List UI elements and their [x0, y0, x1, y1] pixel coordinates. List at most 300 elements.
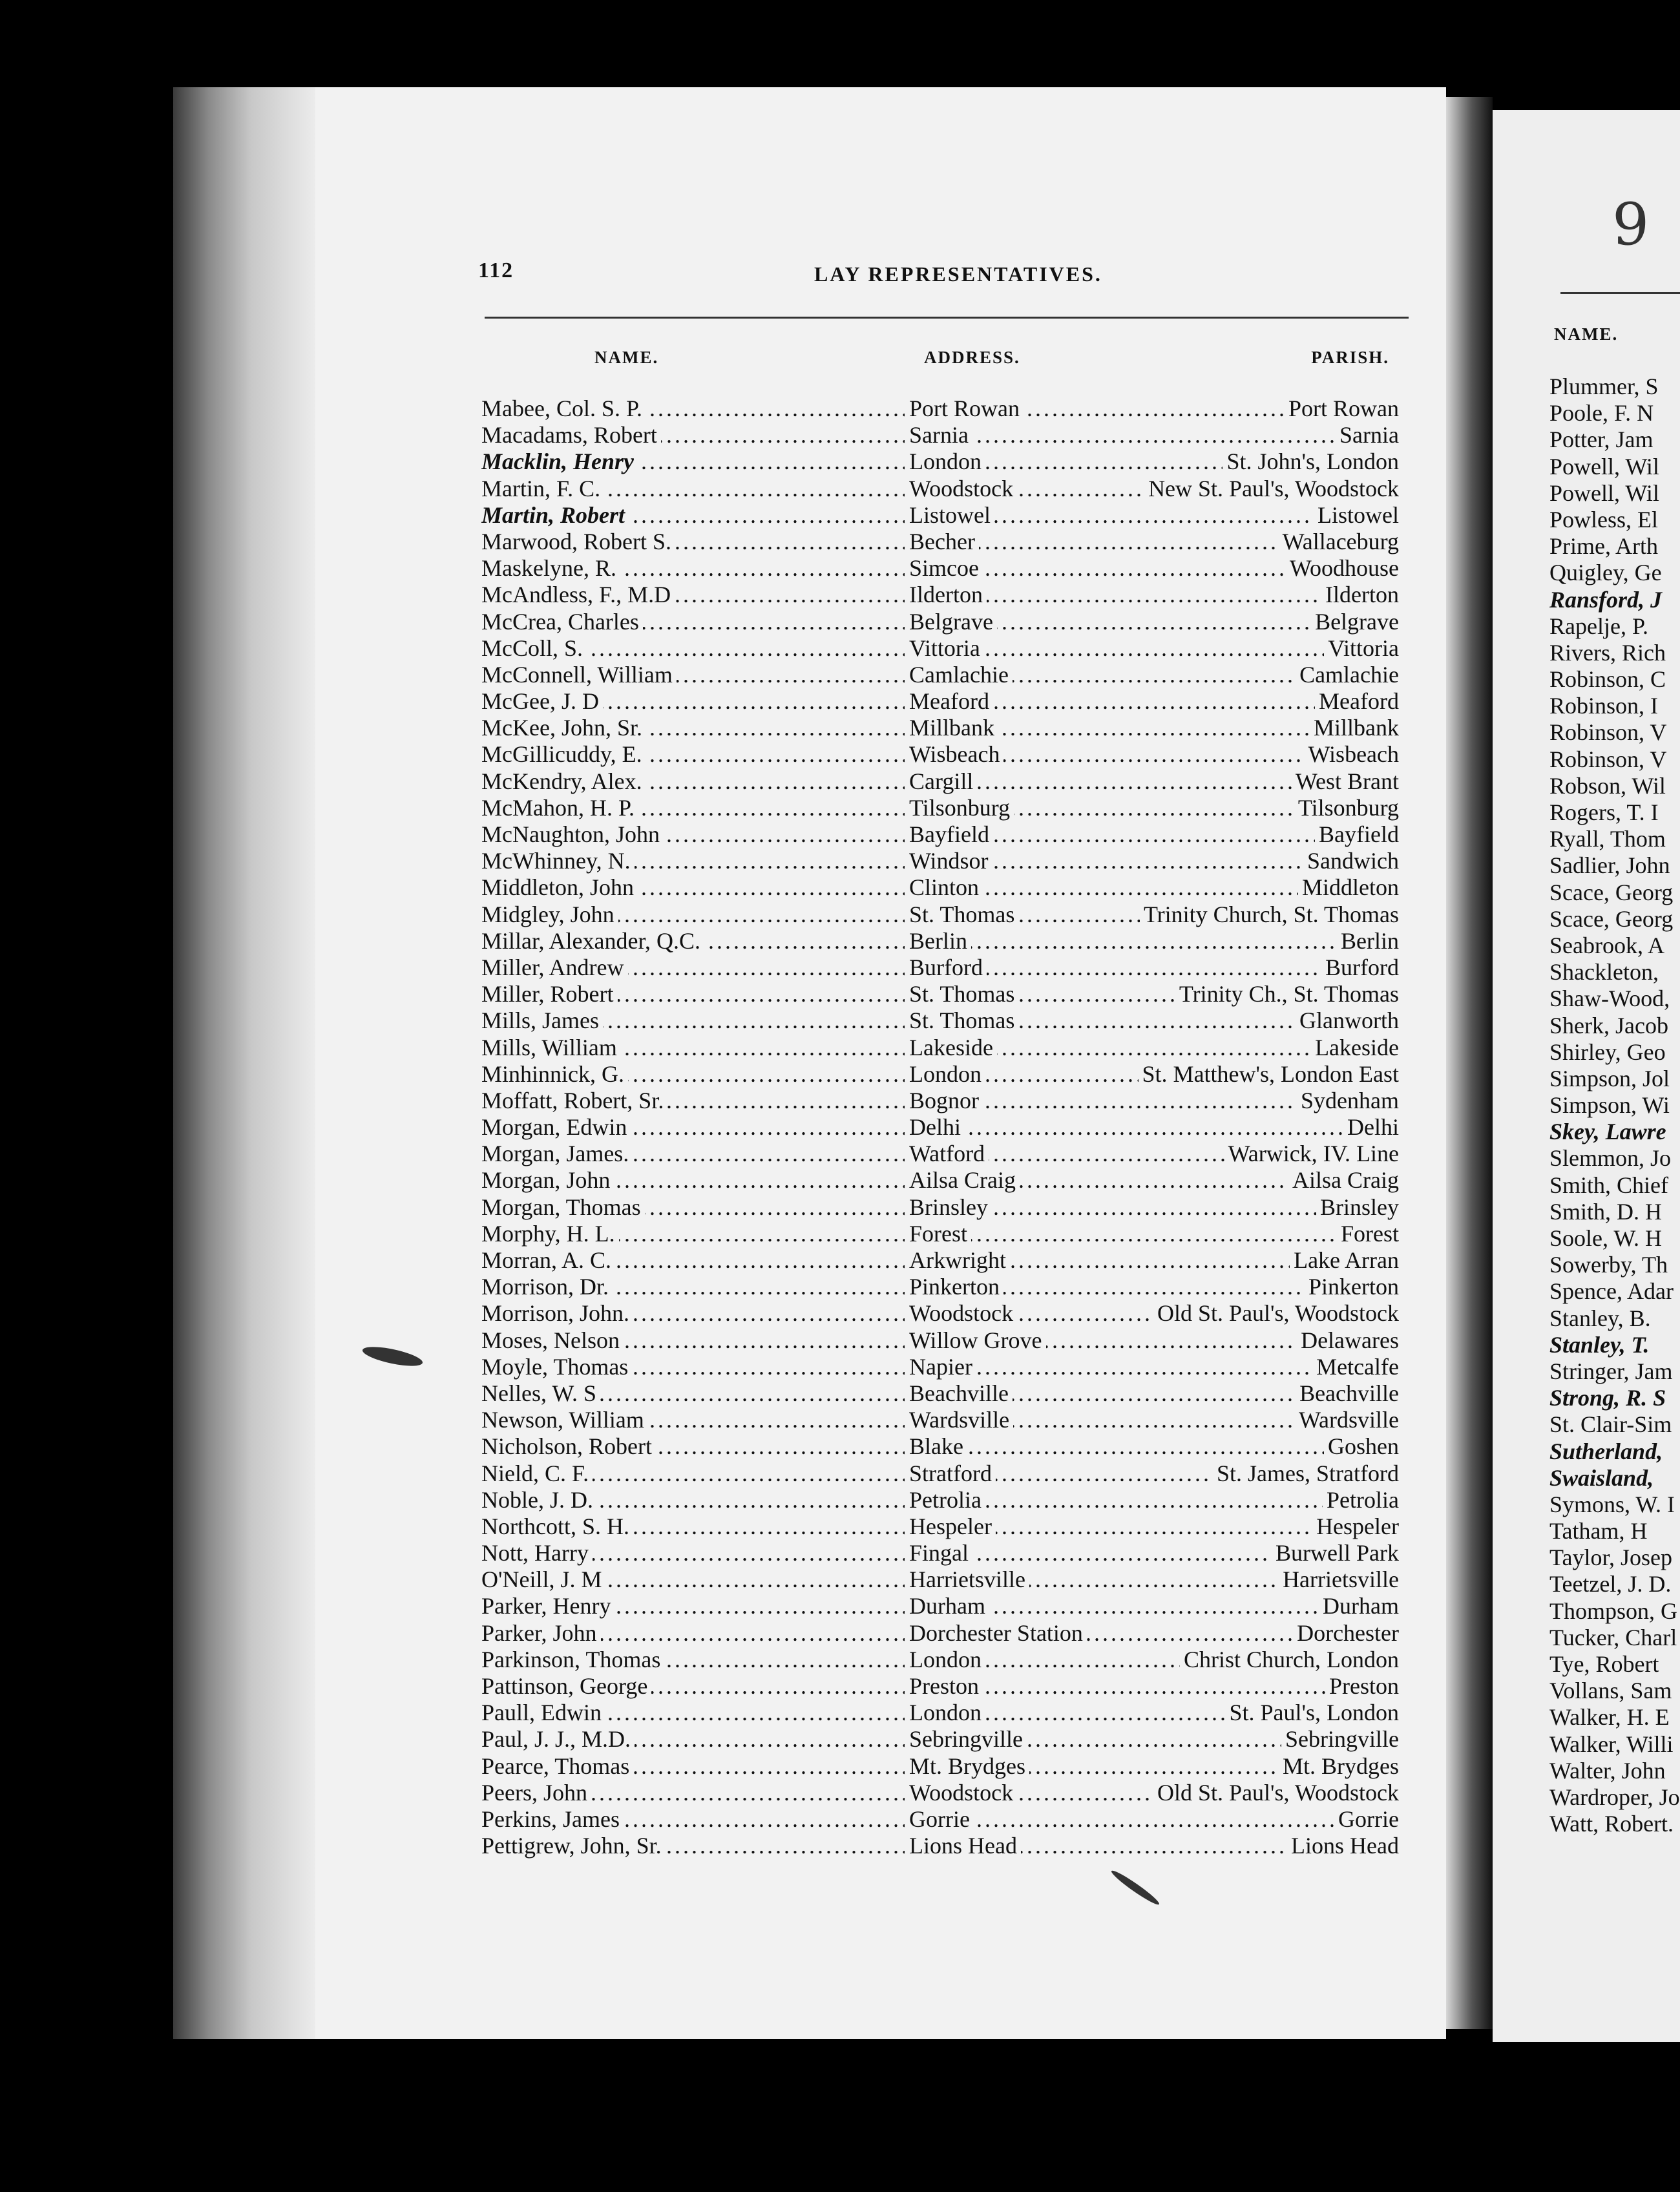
- entry-name: [481, 1221, 905, 1247]
- entry-address-text: Vittoria: [909, 635, 984, 661]
- right-list-item: Potter, Jam: [1549, 427, 1654, 453]
- entry-address-text: Willow Grove: [909, 1327, 1046, 1353]
- page-title: LAY REPRESENTATIVES.: [814, 262, 1102, 286]
- entry-address-text: Millbank: [909, 715, 998, 741]
- entry-name: [481, 1247, 905, 1274]
- entry-parish: Burford: [1321, 954, 1399, 981]
- entry-parish: Port Rowan: [1285, 395, 1399, 422]
- entry-parish: St. Matthew's, London East: [1139, 1061, 1399, 1088]
- list-item: [481, 502, 1399, 529]
- entry-name-text: McKee, John, Sr.: [481, 715, 646, 741]
- entry-address-text: Cargill: [909, 768, 977, 794]
- entry-address-text: Sarnia: [909, 422, 972, 448]
- entry-address-text: Port Rowan: [909, 395, 1024, 421]
- entry-name-text: Morphy, H. L.: [481, 1221, 619, 1247]
- right-list-item: Soole, W. H: [1549, 1225, 1663, 1251]
- list-item: [481, 662, 1399, 688]
- right-list-item: Slemmon, Jo: [1549, 1145, 1672, 1172]
- right-list-item: Tye, Robert: [1549, 1651, 1659, 1677]
- right-list-item: Poole, F. N: [1549, 400, 1654, 427]
- entry-address-text: Petrolia: [909, 1487, 985, 1513]
- list-item: [481, 1513, 1399, 1540]
- entry-address-text: Listowel: [909, 502, 994, 528]
- entry-name-text: Maskelyne, R.: [481, 555, 620, 581]
- entry-parish: Sydenham: [1297, 1088, 1399, 1114]
- entry-parish: Durham: [1319, 1593, 1399, 1619]
- right-list-item: Simpson, Jol: [1549, 1065, 1670, 1091]
- entry-parish: Forest: [1337, 1221, 1399, 1247]
- entry-name-text: Nelles, W. S: [481, 1380, 600, 1406]
- entry-address-text: Hespeler: [909, 1513, 996, 1539]
- entry-address-text: Pinkerton: [909, 1274, 1003, 1300]
- right-list-item: Robson, Wil: [1549, 772, 1666, 799]
- entry-name-text: Peers, John: [481, 1780, 591, 1806]
- entry-name: [481, 928, 905, 954]
- entry-name: [481, 422, 905, 448]
- list-item: [481, 1566, 1399, 1593]
- entry-address-text: Berlin: [909, 928, 971, 954]
- list-item: [481, 1487, 1399, 1513]
- list-item: [481, 1247, 1399, 1274]
- name-column-header: NAME.: [594, 348, 659, 367]
- entry-name-text: Paul, J. J., M.D.: [481, 1726, 635, 1752]
- entry-parish: Camlachie: [1296, 662, 1399, 688]
- entry-parish: Glanworth: [1296, 1007, 1399, 1034]
- right-list-item: Watt, Robert.: [1549, 1811, 1674, 1837]
- entry-name-text: Morrison, Dr.: [481, 1274, 613, 1300]
- entry-address-text: Bayfield: [909, 821, 993, 847]
- entry-parish: Christ Church, London: [1180, 1647, 1399, 1673]
- entry-address-text: St. Thomas: [909, 981, 1018, 1007]
- entry-name-text: Paull, Edwin: [481, 1700, 605, 1725]
- list-item: [481, 928, 1399, 954]
- right-list-item: Powell, Wil: [1549, 453, 1659, 480]
- list-item: [481, 1194, 1399, 1221]
- entry-name: [481, 1167, 905, 1194]
- entry-name-text: Parker, Henry: [481, 1593, 614, 1619]
- entry-address: [909, 1806, 1399, 1833]
- entry-name: [481, 874, 905, 901]
- entry-parish: St. Paul's, London: [1225, 1700, 1399, 1726]
- entry-name-text: Macklin, Henry: [481, 448, 638, 474]
- list-item: [481, 529, 1399, 555]
- list-item: [481, 1833, 1399, 1859]
- list-item: [481, 1540, 1399, 1566]
- list-item: [481, 1673, 1399, 1700]
- right-list-item: Robinson, V: [1549, 719, 1667, 746]
- entry-name-text: Millar, Alexander, Q.C.: [481, 928, 704, 954]
- entry-parish: Ailsa Craig: [1288, 1167, 1399, 1194]
- entry-parish: Petrolia: [1323, 1487, 1399, 1513]
- list-item: [481, 1433, 1399, 1460]
- entry-name: [481, 1114, 905, 1141]
- entry-address-text: Delhi: [909, 1114, 965, 1140]
- representatives-list: [481, 395, 1399, 1859]
- entry-name-text: Mills, William: [481, 1035, 621, 1060]
- entry-address-text: Burford: [909, 954, 987, 980]
- entry-name: [481, 1433, 905, 1460]
- entry-parish: St. James, Stratford: [1213, 1460, 1399, 1487]
- entry-parish: Gorrie: [1334, 1806, 1399, 1833]
- entry-name: [481, 1007, 905, 1034]
- list-item: [481, 1354, 1399, 1380]
- entry-name: [481, 1460, 905, 1487]
- entry-parish: Warwick, IV. Line: [1224, 1141, 1399, 1167]
- entry-parish: Trinity Ch., St. Thomas: [1175, 981, 1399, 1007]
- right-list-item: Skey, Lawre: [1549, 1119, 1666, 1145]
- entry-name: [481, 1407, 905, 1433]
- entry-name: [481, 1061, 905, 1088]
- list-item: [481, 1061, 1399, 1088]
- entry-name: [481, 476, 905, 502]
- entry-name-text: McWhinney, N.: [481, 848, 635, 874]
- entry-parish: Trinity Church, St. Thomas: [1140, 901, 1399, 928]
- entry-name: [481, 901, 905, 928]
- entry-parish: Old St. Paul's, Woodstock: [1153, 1780, 1399, 1806]
- list-item: [481, 768, 1399, 795]
- entry-name: [481, 741, 905, 768]
- entry-name: [481, 1300, 905, 1327]
- entry-parish: Goshen: [1324, 1433, 1399, 1460]
- entry-name: [481, 1194, 905, 1221]
- list-item: [481, 1380, 1399, 1407]
- entry-name-text: Morrison, John.: [481, 1300, 633, 1326]
- entry-name: [481, 688, 905, 715]
- right-list-item: Symons, W. I: [1549, 1491, 1675, 1517]
- book-gutter: [1446, 97, 1493, 2029]
- entry-parish: Ilderton: [1321, 582, 1399, 608]
- list-item: [481, 1088, 1399, 1114]
- entry-name: [481, 954, 905, 981]
- right-list-item: Vollans, Sam: [1549, 1678, 1672, 1704]
- right-list-item: Spence, Adar: [1549, 1278, 1674, 1305]
- right-list-item: Robinson, I: [1549, 693, 1659, 719]
- entry-address-text: Wisbeach: [909, 741, 1003, 767]
- list-item: [481, 635, 1399, 662]
- right-list-item: Wardroper, Jo: [1549, 1784, 1680, 1810]
- list-item: [481, 954, 1399, 981]
- entry-name-text: Morgan, Edwin: [481, 1114, 631, 1140]
- entry-name: [481, 1327, 905, 1354]
- entry-name: [481, 1566, 905, 1593]
- right-list-item: Shirley, Geo: [1549, 1038, 1666, 1065]
- list-item: [481, 555, 1399, 582]
- right-list-item: Sherk, Jacob: [1549, 1012, 1668, 1038]
- entry-name: [481, 1354, 905, 1380]
- entry-name: [481, 1513, 905, 1540]
- entry-address-text: Ilderton: [909, 582, 987, 607]
- entry-name-text: Moyle, Thomas: [481, 1354, 632, 1380]
- entry-address-text: Stratford: [909, 1460, 996, 1486]
- entry-address-text: Camlachie: [909, 662, 1013, 688]
- entry-address-text: Becher: [909, 529, 979, 554]
- entry-name-text: Morgan, Thomas: [481, 1194, 645, 1220]
- entry-parish: St. John's, London: [1223, 448, 1399, 475]
- list-item: [481, 422, 1399, 448]
- entry-address-text: London: [909, 1647, 985, 1672]
- list-item: [481, 1647, 1399, 1673]
- entry-name-text: McGee, J. D: [481, 688, 603, 714]
- right-list-item: Shackleton,: [1549, 959, 1659, 985]
- entry-name: [481, 448, 905, 475]
- entry-parish: Lake Arran: [1290, 1247, 1399, 1274]
- entry-name-text: O'Neill, J. M: [481, 1566, 606, 1592]
- list-item: [481, 1700, 1399, 1726]
- list-item: [481, 1007, 1399, 1034]
- entry-address-text: Bognor: [909, 1088, 983, 1113]
- entry-name-text: McConnell, William: [481, 662, 677, 688]
- entry-name-text: Martin, F. C.: [481, 476, 604, 501]
- right-list-item: Robinson, V: [1549, 746, 1667, 772]
- entry-name: [481, 1620, 905, 1647]
- entry-name: [481, 1753, 905, 1780]
- entry-parish: Berlin: [1337, 928, 1399, 954]
- entry-name-text: McMahon, H. P.: [481, 795, 638, 821]
- list-item: [481, 476, 1399, 502]
- entry-address: [909, 1221, 1399, 1247]
- entry-name-text: Pearce, Thomas: [481, 1753, 633, 1779]
- entry-name-text: Noble, J. D.: [481, 1487, 597, 1513]
- entry-name-text: McAndless, F., M.D: [481, 582, 675, 607]
- entry-parish: New St. Paul's, Woodstock: [1144, 476, 1399, 502]
- right-list-item: Scace, Georg: [1549, 905, 1674, 932]
- right-list-item: Powless, El: [1549, 506, 1659, 532]
- entry-address-text: Dorchester Station: [909, 1620, 1087, 1646]
- entry-address: [909, 928, 1399, 954]
- entry-name: [481, 1700, 905, 1726]
- list-item: [481, 688, 1399, 715]
- right-list-item: Prime, Arth: [1549, 533, 1658, 560]
- entry-name-text: Newson, William: [481, 1407, 648, 1433]
- entry-name-text: Moffatt, Robert, Sr.: [481, 1088, 667, 1113]
- list-item: [481, 582, 1399, 608]
- entry-address-text: Napier: [909, 1354, 976, 1380]
- list-item: [481, 1274, 1399, 1300]
- entry-parish: Preston: [1325, 1673, 1399, 1700]
- entry-name: [481, 715, 905, 741]
- column-headers: [478, 348, 1415, 374]
- right-list-item: Strong, R. S: [1549, 1385, 1666, 1411]
- list-item: [481, 1327, 1399, 1354]
- entry-address-text: Arkwright: [909, 1247, 1010, 1273]
- page-edge-shadow: [173, 87, 315, 2039]
- entry-address: [909, 422, 1399, 448]
- entry-parish: Listowel: [1314, 502, 1399, 529]
- entry-address-text: Durham: [909, 1593, 989, 1619]
- list-item: [481, 848, 1399, 874]
- entry-address-text: Lakeside: [909, 1035, 997, 1060]
- entry-name: [481, 1780, 905, 1806]
- entry-parish: Wardsville: [1295, 1407, 1399, 1433]
- entry-parish: Lakeside: [1311, 1035, 1399, 1061]
- entry-name: [481, 662, 905, 688]
- right-list-item: Teetzel, J. D.: [1549, 1571, 1672, 1597]
- right-list-item: Stanley, B.: [1549, 1305, 1651, 1331]
- right-list-item: Swaisland,: [1549, 1464, 1654, 1491]
- entry-name: [481, 1380, 905, 1407]
- right-list-item: Shaw-Wood,: [1549, 985, 1670, 1012]
- entry-address-text: St. Thomas: [909, 1007, 1018, 1033]
- entry-name: [481, 529, 905, 555]
- right-list-item: Sutherland,: [1549, 1438, 1663, 1464]
- entry-name: [481, 555, 905, 582]
- list-item: [481, 1141, 1399, 1167]
- right-list-item: Scace, Georg: [1549, 879, 1674, 905]
- right-list-item: Taylor, Josep: [1549, 1544, 1673, 1571]
- right-list-item: Ransford, J: [1549, 586, 1663, 613]
- address-column-header: ADDRESS.: [924, 348, 1020, 367]
- entry-address-text: Blake: [909, 1433, 967, 1459]
- entry-name-text: Nield, C. F.: [481, 1460, 593, 1486]
- entry-name-text: Macadams, Robert: [481, 422, 661, 448]
- entry-name: [481, 1035, 905, 1061]
- entry-address-text: Preston: [909, 1673, 983, 1699]
- right-list-item: Sadlier, John: [1549, 852, 1670, 879]
- entry-parish: Wallaceburg: [1279, 529, 1399, 555]
- right-list-item: Smith, Chief: [1549, 1172, 1669, 1198]
- entry-name: [481, 1593, 905, 1619]
- list-item: [481, 1221, 1399, 1247]
- list-item: [481, 821, 1399, 848]
- entry-address-text: Woodstock: [909, 1300, 1017, 1326]
- entry-name-text: Mabee, Col. S. P.: [481, 395, 646, 421]
- entry-name-text: Pettigrew, John, Sr.: [481, 1833, 666, 1859]
- entry-address-text: Simcoe: [909, 555, 983, 581]
- list-item: [481, 1593, 1399, 1619]
- right-list-item: Plummer, S: [1549, 374, 1659, 399]
- entry-name: [481, 1487, 905, 1513]
- entry-name-text: Midgley, John: [481, 901, 618, 927]
- entry-name-text: Morgan, John: [481, 1167, 614, 1193]
- entry-name: [481, 768, 905, 795]
- entry-parish: Harrietsville: [1279, 1566, 1399, 1593]
- entry-name: [481, 1141, 905, 1167]
- entry-name-text: Middleton, John: [481, 874, 638, 900]
- entry-name-text: Marwood, Robert S.: [481, 529, 675, 554]
- entry-name-text: McGillicuddy, E.: [481, 741, 646, 767]
- entry-address-text: London: [909, 1700, 985, 1725]
- entry-name: [481, 848, 905, 874]
- list-item: [481, 741, 1399, 768]
- entry-parish: Pinkerton: [1305, 1274, 1399, 1300]
- entry-address-text: London: [909, 448, 985, 474]
- entry-parish: Belgrave: [1311, 609, 1399, 635]
- entry-address-text: Sebringville: [909, 1726, 1027, 1752]
- parish-column-header: PARISH.: [1311, 348, 1389, 367]
- entry-parish: Millbank: [1310, 715, 1399, 741]
- entry-parish: Lions Head: [1287, 1833, 1399, 1859]
- entry-name: [481, 609, 905, 635]
- entry-address-text: Woodstock: [909, 476, 1017, 501]
- entry-address-text: Forest: [909, 1221, 971, 1247]
- entry-address-text: Windsor: [909, 848, 992, 874]
- right-page-list: [1549, 374, 1680, 1837]
- list-item: [481, 901, 1399, 928]
- right-page-rule: [1560, 292, 1680, 294]
- page-number: 112: [478, 258, 514, 282]
- entry-parish: Woodhouse: [1286, 555, 1399, 582]
- entry-name: [481, 795, 905, 821]
- running-head: [478, 258, 1415, 297]
- entry-name-text: Pattinson, George: [481, 1673, 651, 1699]
- entry-address-text: Gorrie: [909, 1806, 974, 1832]
- entry-name-text: Moses, Nelson: [481, 1327, 624, 1353]
- list-item: [481, 395, 1399, 422]
- entry-name-text: McKendry, Alex.: [481, 768, 646, 794]
- entry-parish: Sarnia: [1336, 422, 1399, 448]
- entry-name-text: Martin, Robert: [481, 502, 629, 528]
- right-list-item: Quigley, Ge: [1549, 560, 1662, 586]
- entry-parish: Vittoria: [1324, 635, 1399, 662]
- right-list-item: Walker, H. E: [1549, 1704, 1670, 1731]
- entry-name-text: Minhinnick, G.: [481, 1061, 628, 1087]
- entry-name-text: Perkins, James: [481, 1806, 624, 1832]
- list-item: [481, 715, 1399, 741]
- list-item: [481, 795, 1399, 821]
- right-list-item: Ryall, Thom: [1549, 826, 1666, 852]
- entry-address-text: Woodstock: [909, 1780, 1017, 1806]
- entry-name: [481, 821, 905, 848]
- entry-parish: Mt. Brydges: [1279, 1753, 1399, 1780]
- entry-parish: Delhi: [1343, 1114, 1399, 1141]
- entry-name-text: Northcott, S. H.: [481, 1513, 633, 1539]
- entry-address-text: Beachville: [909, 1380, 1013, 1406]
- entry-address-text: Harrietsville: [909, 1566, 1029, 1592]
- entry-address-text: Fingal: [909, 1540, 972, 1566]
- entry-name: [481, 1726, 905, 1753]
- right-list-item: Tatham, H: [1549, 1518, 1648, 1544]
- entry-name: [481, 635, 905, 662]
- list-item: [481, 1753, 1399, 1780]
- entry-name: [481, 1806, 905, 1833]
- right-list-item: Smith, D. H: [1549, 1198, 1663, 1225]
- list-item: [481, 448, 1399, 475]
- entry-parish: Middleton: [1298, 874, 1399, 901]
- entry-address-text: St. Thomas: [909, 901, 1018, 927]
- list-item: [481, 1806, 1399, 1833]
- entry-parish: Meaford: [1315, 688, 1399, 715]
- entry-name: [481, 582, 905, 608]
- entry-name: [481, 395, 905, 422]
- entry-address-text: Clinton: [909, 874, 983, 900]
- entry-parish: Old St. Paul's, Woodstock: [1153, 1300, 1399, 1327]
- entry-parish: Bayfield: [1315, 821, 1399, 848]
- right-list-item: Simpson, Wi: [1549, 1092, 1670, 1119]
- entry-parish: Tilsonburg: [1294, 795, 1399, 821]
- entry-name: [481, 1833, 905, 1859]
- entry-name: [481, 1088, 905, 1114]
- entry-parish: Beachville: [1296, 1380, 1399, 1407]
- list-item: [481, 1726, 1399, 1753]
- right-list-item: St. Clair-Sim: [1549, 1411, 1672, 1438]
- entry-name-text: Parker, John: [481, 1620, 601, 1646]
- entry-address-text: Mt. Brydges: [909, 1753, 1029, 1779]
- right-list-item: Walker, Willi: [1549, 1731, 1674, 1757]
- list-item: [481, 1300, 1399, 1327]
- list-item: [481, 1114, 1399, 1141]
- list-item: [481, 609, 1399, 635]
- entry-parish: Brinsley: [1316, 1194, 1399, 1221]
- right-list-item: Stanley, T.: [1549, 1331, 1650, 1358]
- pencil-mark: 9: [1612, 191, 1650, 258]
- entry-parish: Metcalfe: [1312, 1354, 1399, 1380]
- entry-name-text: Nicholson, Robert: [481, 1433, 656, 1459]
- list-item: [481, 1035, 1399, 1061]
- entry-parish: Sebringville: [1281, 1726, 1399, 1753]
- list-item: [481, 981, 1399, 1007]
- list-item: [481, 1620, 1399, 1647]
- entry-address-text: London: [909, 1061, 985, 1087]
